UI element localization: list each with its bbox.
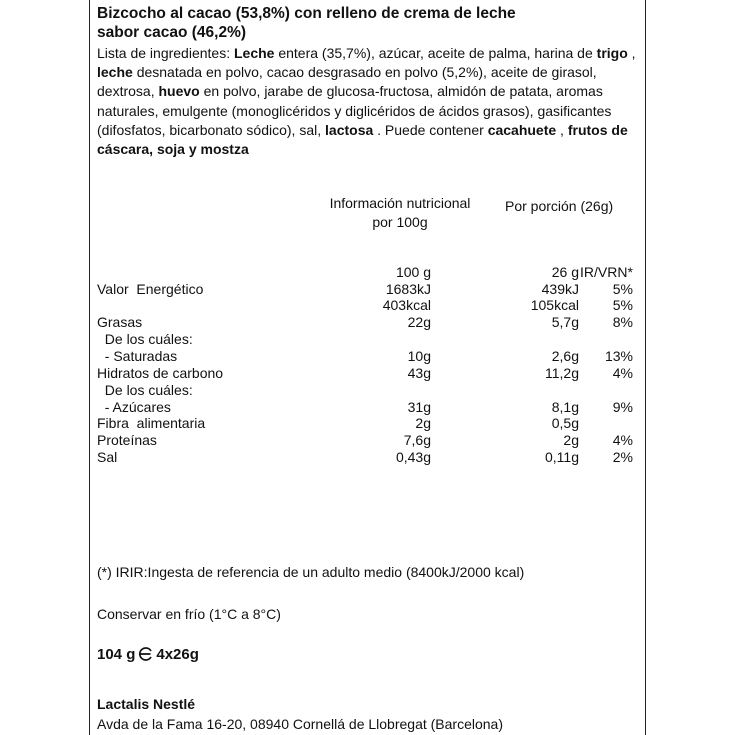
company-address: Avda de la Fama 16-20, 08940 Cornellá de Llobregat (Barcelona) <box>97 716 503 732</box>
nutrient-value-100g: 403kcal <box>382 297 431 313</box>
product-title <box>97 4 637 42</box>
nutrient-value-portion: 5,7g <box>551 314 579 330</box>
nutrient-label: Sal <box>97 449 118 465</box>
product-title-line-2: sabor cacao (46,2%) <box>97 24 247 41</box>
nutrient-value-portion: 439kJ <box>541 281 579 297</box>
ingredients-text: , <box>627 45 636 61</box>
nutrient-label: - Saturadas <box>97 348 178 364</box>
nutrient-ir-percent: 5% <box>612 281 633 297</box>
nutrient-label: De los cuáles: <box>97 382 193 398</box>
storage-instructions: Conservar en frío (1°C a 8°C) <box>97 606 281 622</box>
nutrient-value-portion: 0,11g <box>545 449 579 465</box>
ingredients-text: Lista de ingredientes: <box>97 45 234 61</box>
nutrition-header-per-100g <box>327 194 473 232</box>
nutrient-value-100g: 43g <box>407 365 431 381</box>
nutrient-value-portion: 105kcal <box>530 297 579 313</box>
allergen-leche: leche <box>97 64 133 81</box>
nutrient-ir-percent: 2% <box>612 449 633 465</box>
allergen-lactosa: lactosa <box>325 121 374 138</box>
column-header-26g: 26 g <box>551 264 579 280</box>
ingredients-text: . Puede contener <box>373 121 488 138</box>
nutrient-label: Grasas <box>97 314 143 330</box>
allergen-trigo: trigo <box>596 45 628 61</box>
nutrient-label: - Azúcares <box>97 399 171 415</box>
nutrient-value-portion: 8,1g <box>551 399 579 415</box>
nutrition-header-per-portion: Por porción (26g) <box>505 198 614 214</box>
nutrient-ir-percent: 9% <box>612 399 633 415</box>
nutrient-label: De los cuáles: <box>97 331 193 347</box>
allergen-huevo: huevo <box>158 83 200 100</box>
ingredients-list <box>97 44 637 159</box>
portions-value: 4x26g <box>156 646 199 663</box>
nutrient-value-100g: 22g <box>407 314 431 330</box>
nutrition-header-line-1: Información nutricional <box>329 195 471 211</box>
allergen-leche: Leche <box>233 45 275 61</box>
column-header-100g: 100 g <box>395 264 431 280</box>
nutrient-ir-percent: 4% <box>612 365 633 381</box>
nutrient-value-portion: 2,6g <box>551 348 579 364</box>
nutrient-value-100g: 7,6g <box>403 432 431 448</box>
nutrient-ir-percent: 8% <box>612 314 633 330</box>
nutrient-value-100g: 31g <box>407 399 431 415</box>
net-weight-value: 104 g <box>97 646 136 663</box>
ingredients-text: en polvo, jarabe de glucosa-fructosa, almidón de patata, aromas naturales, emulgente (monoglicéridos y diglicéridos de ácidos grasos), gasificantes (difosfatos, bicarbonato sódico), sal, <box>97 83 612 138</box>
nutrient-value-portion: 2g <box>563 432 579 448</box>
nutrient-value-100g: 10g <box>407 348 431 364</box>
nutrient-label: Fibra alimentaria <box>97 415 206 431</box>
allergen-cacahuete: cacahuete <box>487 121 557 138</box>
allergen-frutos-soja-mostaza: frutos de cáscara, soja y mostza <box>97 121 628 158</box>
nutrient-label: Proteínas <box>97 432 157 448</box>
column-header-ir: IR/VRN* <box>580 264 633 280</box>
nutrient-label: Valor Energético <box>97 281 204 297</box>
nutrient-value-100g: 2g <box>415 415 431 431</box>
ingredients-text: , <box>556 121 568 138</box>
nutrient-value-portion: 11,2g <box>545 365 579 381</box>
estimated-sign-icon <box>137 647 153 666</box>
footnote: (*) IRIR:Ingesta de referencia de un adulto medio (8400kJ/2000 kcal) <box>97 564 525 580</box>
nutrient-value-portion: 0,5g <box>551 415 579 431</box>
nutrient-ir-percent: 4% <box>612 432 633 448</box>
nutrient-label: Hidratos de carbono <box>97 365 224 381</box>
company-name: Lactalis Nestlé <box>97 696 196 712</box>
nutrition-header-line-2: por 100g <box>372 214 428 230</box>
nutrient-ir-percent: 13% <box>604 348 633 364</box>
product-title-line-1: Bizcocho al cacao (53,8%) con relleno de crema de leche <box>97 5 516 22</box>
ingredients-text: desnatada en polvo, cacao desgrasado en polvo (5,2%), aceite de girasol, dextrosa, <box>97 64 597 100</box>
nutrient-value-100g: 1683kJ <box>385 281 431 297</box>
net-weight <box>97 646 199 666</box>
ingredients-text: entera (35,7%), azúcar, aceite de palma, harina de <box>274 45 597 61</box>
nutrient-value-100g: 0,43g <box>395 449 431 465</box>
nutrient-ir-percent: 5% <box>612 297 633 313</box>
